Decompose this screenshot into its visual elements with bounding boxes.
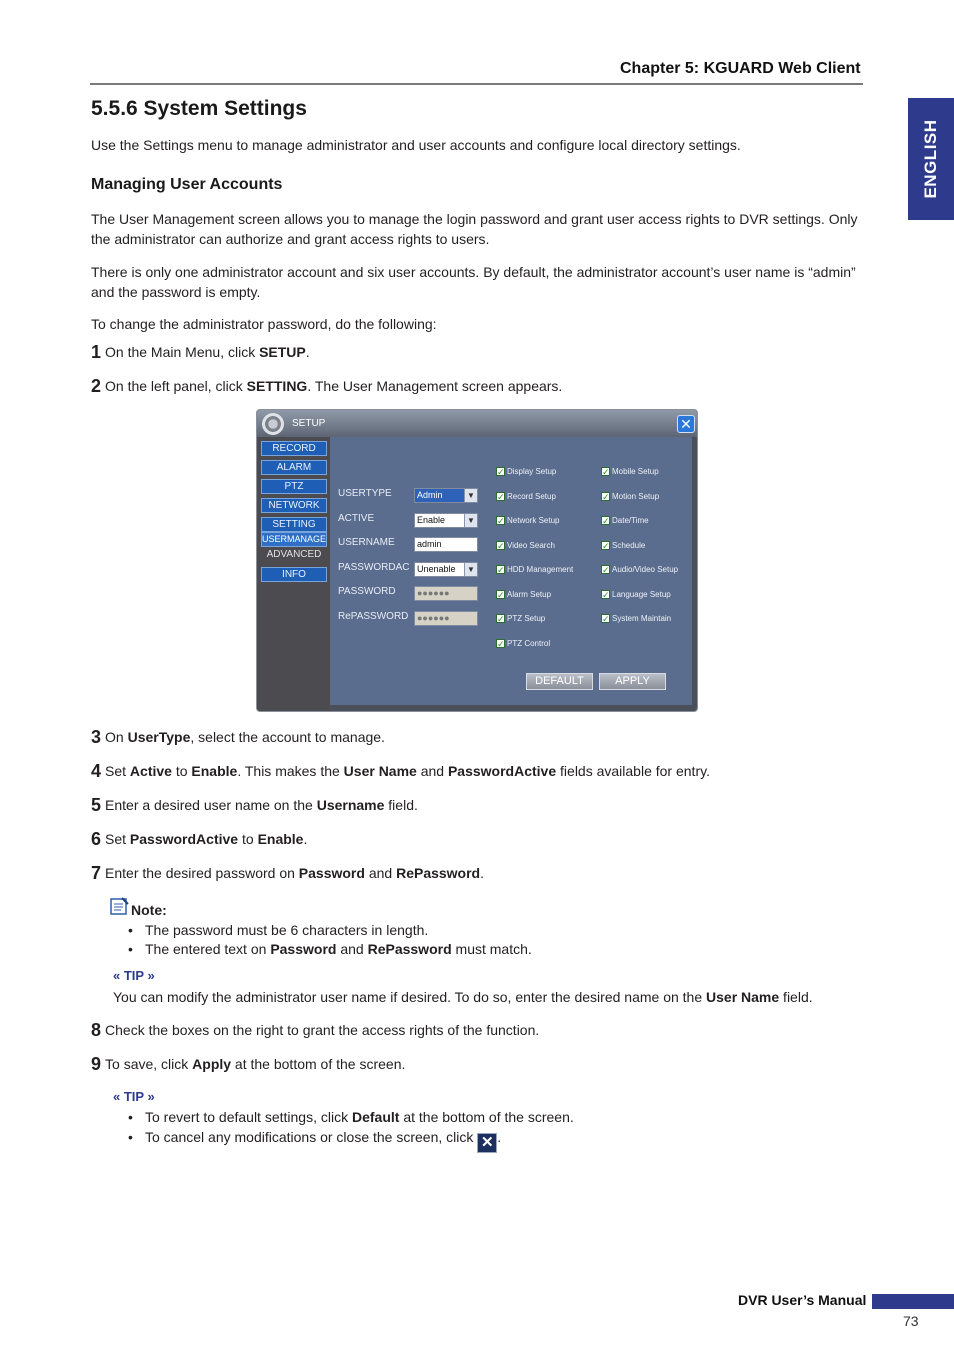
checkbox-date-time[interactable]: ✓ Date/Time — [602, 516, 649, 526]
step-4: 4 Set Active to Enable. This makes the User Name and PasswordActive fields available for entry. — [91, 761, 710, 781]
paragraph-instructions: To change the administrator password, do the following: — [91, 316, 437, 332]
apply-button[interactable]: APPLY — [599, 673, 666, 690]
label-username: USERNAME — [338, 537, 395, 548]
step-5: 5 Enter a desired user name on the Username field. — [91, 795, 418, 815]
close-icon[interactable]: ✕ — [677, 415, 695, 433]
check-icon: ✓ — [497, 541, 505, 551]
check-icon: ✓ — [497, 614, 505, 624]
section-title: 5.5.6 System Settings — [91, 97, 307, 120]
check-icon: ✓ — [602, 541, 610, 551]
chevron-down-icon[interactable]: ▼ — [464, 563, 477, 576]
checkbox-video-search[interactable]: ✓ Video Search — [497, 541, 555, 551]
check-icon: ✓ — [602, 565, 610, 575]
checkbox-system-maintain[interactable]: ✓ System Maintain — [602, 614, 672, 624]
chapter-header: Chapter 5: KGUARD Web Client — [620, 60, 861, 77]
check-icon: ✓ — [602, 467, 610, 477]
note-bullet-2: • The entered text on Password and RePassword must match. — [128, 939, 532, 959]
footer-bar — [872, 1294, 954, 1309]
step-number: 9 — [91, 1054, 102, 1074]
checkbox-display-setup[interactable]: ✓ Display Setup — [497, 467, 557, 477]
tip-text: You can modify the administrator user name if desired. To do so, enter the desired name on the User Name field. — [113, 989, 813, 1005]
checkbox-ptz-control[interactable]: ✓ PTZ Control — [497, 639, 551, 649]
checkbox-mobile-setup[interactable]: ✓ Mobile Setup — [602, 467, 659, 477]
step-number: 5 — [91, 795, 102, 815]
username-input[interactable]: admin — [414, 537, 478, 552]
step-6: 6 Set PasswordActive to Enable. — [91, 829, 308, 849]
check-icon: ✓ — [497, 492, 505, 502]
usertype-select[interactable]: Admin ▼ — [414, 488, 478, 503]
window-titlebar — [257, 410, 698, 437]
page-number: 73 — [903, 1313, 919, 1329]
check-icon: ✓ — [602, 614, 610, 624]
step-number: 7 — [91, 863, 102, 883]
label-passwordactive: PASSWORDAC — [338, 562, 410, 573]
step-3: 3 On UserType, select the account to manage. — [91, 727, 385, 747]
user-management-panel — [330, 437, 692, 705]
default-button[interactable]: DEFAULT — [526, 673, 593, 690]
nav-usermanage[interactable]: USERMANAGE — [261, 532, 327, 547]
nav-network[interactable]: NETWORK — [261, 498, 327, 513]
paragraph-user-management: The User Management screen allows you to manage the login password and grant user access rights to DVR settings. Only the administrator can authorize and grant access rights to users. — [91, 211, 858, 247]
subheading: Managing User Accounts — [91, 176, 283, 193]
nav-ptz[interactable]: PTZ — [261, 479, 327, 494]
window-title: SETUP — [292, 418, 326, 429]
step-2: 2 On the left panel, click SETTING. The User Management screen appears. — [91, 376, 563, 396]
language-tab — [908, 98, 954, 220]
step-7: 7 Enter the desired password on Password and RePassword. — [91, 863, 485, 883]
step-number: 8 — [91, 1020, 102, 1040]
intro-paragraph: Use the Settings menu to manage administrator and user accounts and configure local directory settings. — [91, 137, 741, 153]
step-number: 3 — [91, 727, 102, 747]
note-label: Note: — [131, 902, 167, 918]
step-number: 4 — [91, 761, 102, 781]
close-icon: ✕ — [477, 1133, 497, 1153]
note-icon — [108, 896, 130, 916]
setup-window-screenshot — [256, 409, 698, 712]
tip-bullet-2: • To cancel any modifications or close the screen, click ✕ . — [128, 1127, 501, 1153]
nav-setting[interactable]: SETTING — [261, 517, 327, 532]
check-icon: ✓ — [497, 467, 505, 477]
paragraph-accounts: There is only one administrator account and six user accounts. By default, the administrator account’s user name is “admin” and the password is empty. — [91, 264, 856, 300]
check-icon: ✓ — [497, 590, 505, 600]
chevron-down-icon[interactable]: ▼ — [464, 514, 477, 527]
checkbox-schedule[interactable]: ✓ Schedule — [602, 541, 646, 551]
checkbox-motion-setup[interactable]: ✓ Motion Setup — [602, 492, 660, 502]
password-input[interactable]: ●●●●●● — [414, 586, 478, 601]
label-repassword: RePASSWORD — [338, 611, 409, 622]
language-tab-label: ENGLISH — [921, 119, 940, 199]
tip-label: « TIP » — [113, 968, 155, 983]
checkbox-ptz-setup[interactable]: ✓ PTZ Setup — [497, 614, 546, 624]
step-9: 9 To save, click Apply at the bottom of the screen. — [91, 1054, 406, 1074]
gear-icon — [262, 413, 284, 435]
tip-bullet-1: • To revert to default settings, click Default at the bottom of the screen. — [128, 1107, 574, 1127]
checkbox-audio-video-setup[interactable]: ✓ Audio/Video Setup — [602, 565, 679, 575]
nav-record[interactable]: RECORD — [261, 441, 327, 456]
label-usertype: USERTYPE — [338, 488, 392, 499]
header-rule — [90, 83, 863, 85]
active-select[interactable]: Enable ▼ — [414, 513, 478, 528]
label-active: ACTIVE — [338, 513, 375, 524]
check-icon: ✓ — [497, 565, 505, 575]
check-icon: ✓ — [602, 492, 610, 502]
step-number: 6 — [91, 829, 102, 849]
checkbox-hdd-management[interactable]: ✓ HDD Management — [497, 565, 574, 575]
step-1: 1 On the Main Menu, click SETUP. — [91, 342, 310, 362]
passwordactive-select[interactable]: Unenable ▼ — [414, 562, 478, 577]
label-password: PASSWORD — [338, 586, 396, 597]
nav-info[interactable]: INFO — [261, 567, 327, 582]
tip-label: « TIP » — [113, 1089, 155, 1104]
checkbox-alarm-setup[interactable]: ✓ Alarm Setup — [497, 590, 552, 600]
repassword-input[interactable]: ●●●●●● — [414, 611, 478, 626]
note-bullet-1: • The password must be 6 characters in length. — [128, 920, 428, 940]
checkbox-network-setup[interactable]: ✓ Network Setup — [497, 516, 560, 526]
checkbox-language-setup[interactable]: ✓ Language Setup — [602, 590, 671, 600]
nav-alarm[interactable]: ALARM — [261, 460, 327, 475]
step-number: 1 — [91, 342, 102, 362]
check-icon: ✓ — [602, 590, 610, 600]
check-icon: ✓ — [602, 516, 610, 526]
footer-title: DVR User’s Manual — [738, 1292, 867, 1308]
nav-advanced[interactable]: ADVANCED — [266, 549, 322, 560]
step-number: 2 — [91, 376, 102, 396]
check-icon: ✓ — [497, 639, 505, 649]
check-icon: ✓ — [497, 516, 505, 526]
setup-sidebar — [257, 437, 330, 712]
chevron-down-icon[interactable]: ▼ — [464, 489, 477, 502]
checkbox-record-setup[interactable]: ✓ Record Setup — [497, 492, 556, 502]
step-8: 8 Check the boxes on the right to grant the access rights of the function. — [91, 1020, 540, 1040]
